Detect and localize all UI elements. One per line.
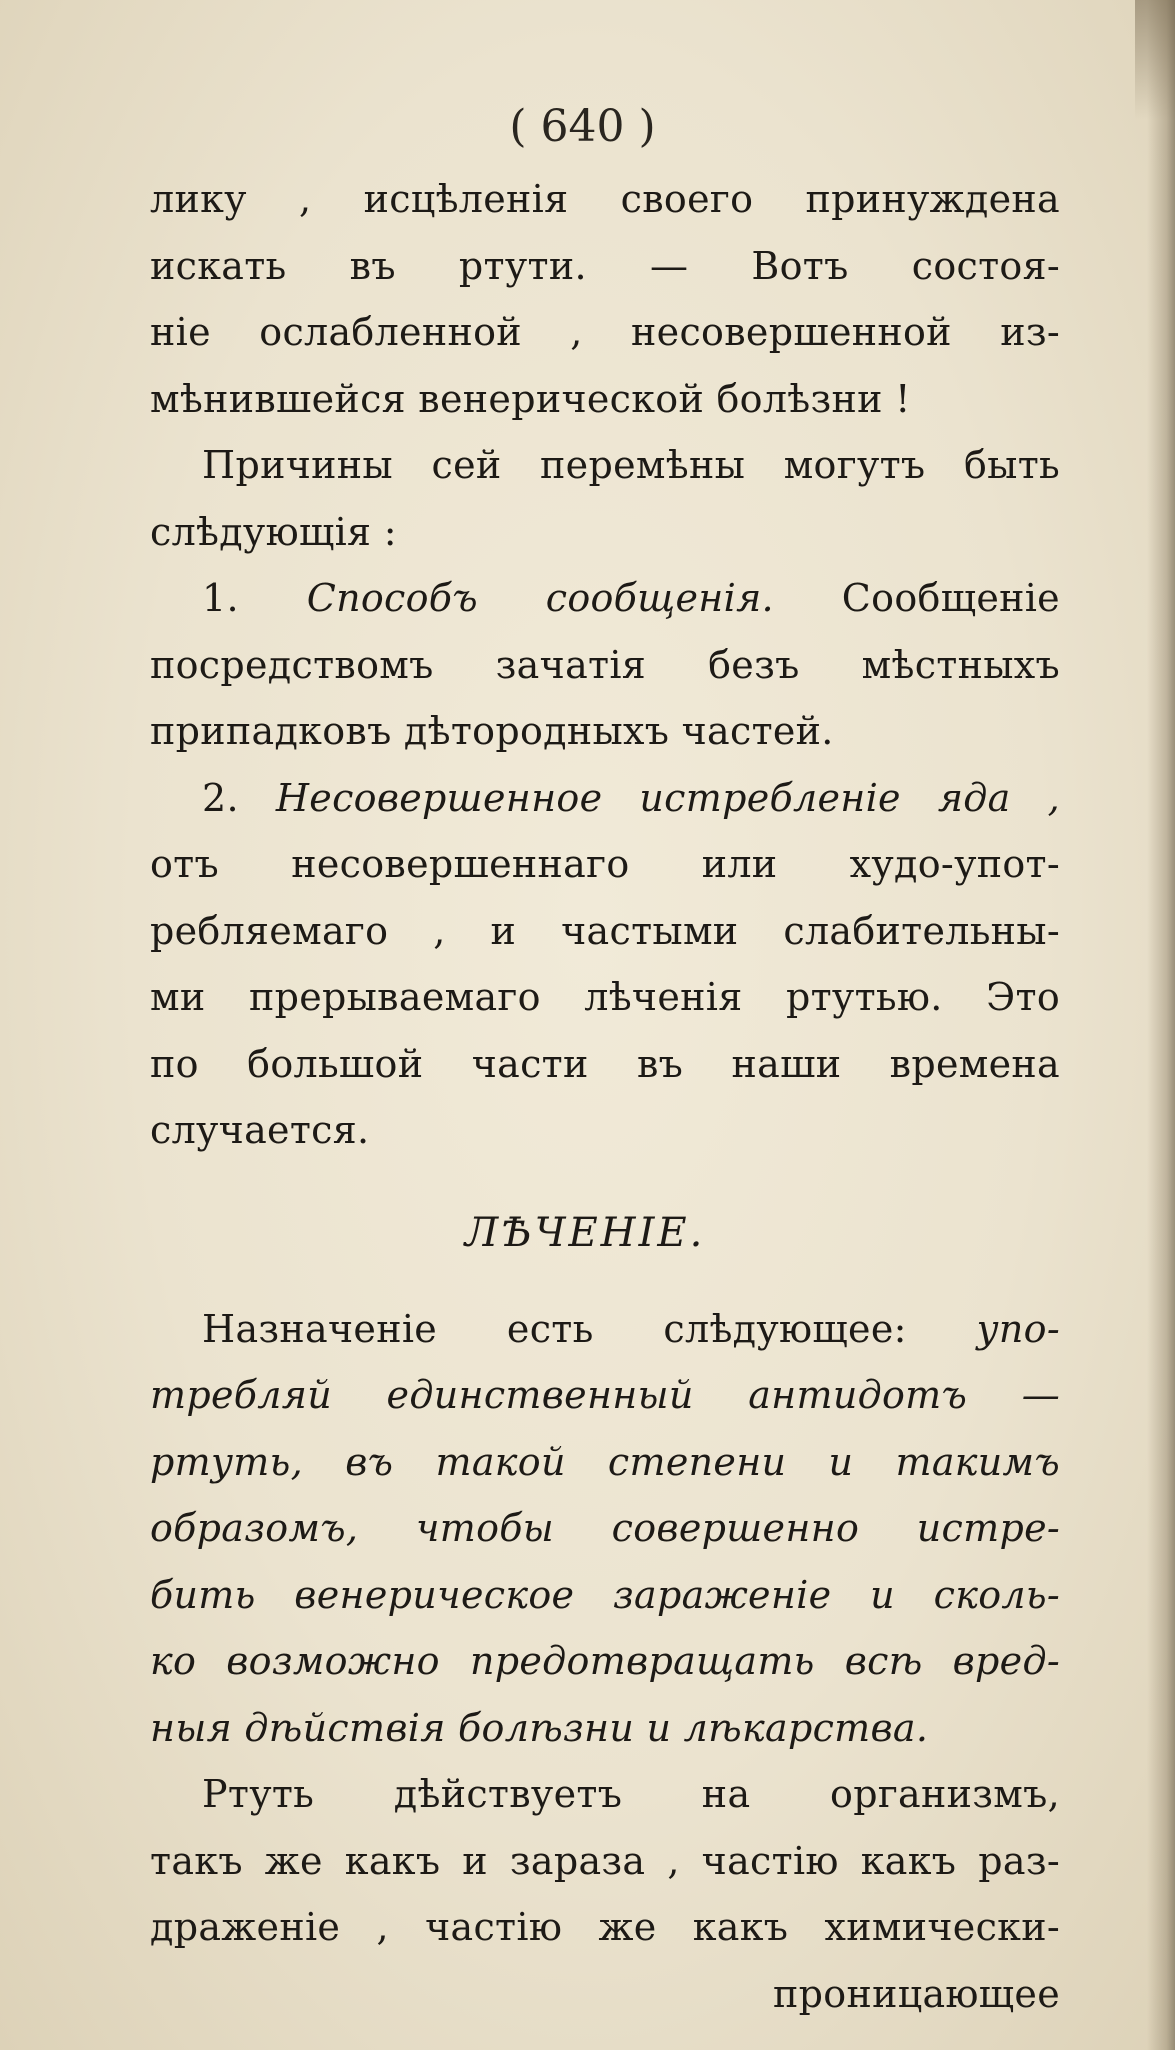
text-line: ребляемаго , и частыми слабительны- [150, 908, 1060, 953]
text-line: такъ же какъ и зараза , частію какъ раз- [150, 1838, 1060, 1883]
text-line-italic: ртуть, въ такой степени и такимъ [150, 1439, 1060, 1484]
text-line: отъ несовершеннаго или худо-упот- [150, 842, 1060, 886]
text-line: драженіе , частію же какъ химически- [150, 1905, 1060, 1949]
page-corner-shadow [1135, 0, 1175, 120]
text-line-italic: образомъ, чтобы совершенно истре- [150, 1506, 1060, 1550]
list-item-1 [150, 565, 1060, 632]
page-edge-shadow [1147, 0, 1175, 2050]
text-line: посредствомъ зачатія безъ мѣстныхъ [150, 642, 1060, 687]
section-heading: ЛѢЧЕНІЕ. [464, 1209, 706, 1256]
text-line: ми прерываемаго лѣченія ртутью. Это [150, 975, 1060, 1019]
text-line: Причины сей перемѣны могутъ быть [202, 443, 1060, 487]
list-item-title: Способъ сообщенія. [306, 576, 774, 620]
text-line: искать въ ртути. — Вотъ состоя- [150, 243, 1060, 288]
page-number: ( 640 ) [509, 101, 656, 152]
text-line: припадковъ дѣтородныхъ частей. [150, 709, 834, 753]
list-number: 1. [202, 576, 239, 620]
page-text [150, 88, 1060, 2027]
text-line: лику , исцѣленія своего принуждена [150, 177, 1060, 221]
text-line: Ртуть дѣйствуетъ на организмъ, [202, 1772, 1060, 1816]
text-line: случается. [150, 1108, 370, 1152]
text-line: слѣдующія : [150, 509, 397, 554]
text-line-italic: ко возможно предотвращать всѣ вред- [150, 1639, 1060, 1683]
text-fragment: Сообщеніе [841, 576, 1060, 620]
text-line-italic: бить венерическое зараженіе и сколь- [150, 1572, 1060, 1617]
text-fragment: Назначеніе есть слѣдующее: [202, 1306, 907, 1351]
list-item-2 [150, 765, 1060, 832]
text-line-italic: требляй единственный антидотъ — [150, 1373, 1060, 1417]
list-item-title: Несовершенное истребленіе яда , [275, 775, 1060, 820]
text-line-italic: ныя дѣйствія болѣзни и лѣкарства. [150, 1705, 929, 1750]
text-line [150, 1296, 1060, 1363]
list-number: 2. [202, 775, 239, 820]
catchword: проницающее [773, 1971, 1060, 2016]
text-fragment-italic: упо- [976, 1306, 1060, 1351]
text-line: ніе ослабленной , несовершенной из- [150, 310, 1060, 354]
text-line: по большой части въ наши времена [150, 1041, 1060, 1086]
text-line: мѣнившейся венерической болѣзни ! [150, 376, 911, 421]
